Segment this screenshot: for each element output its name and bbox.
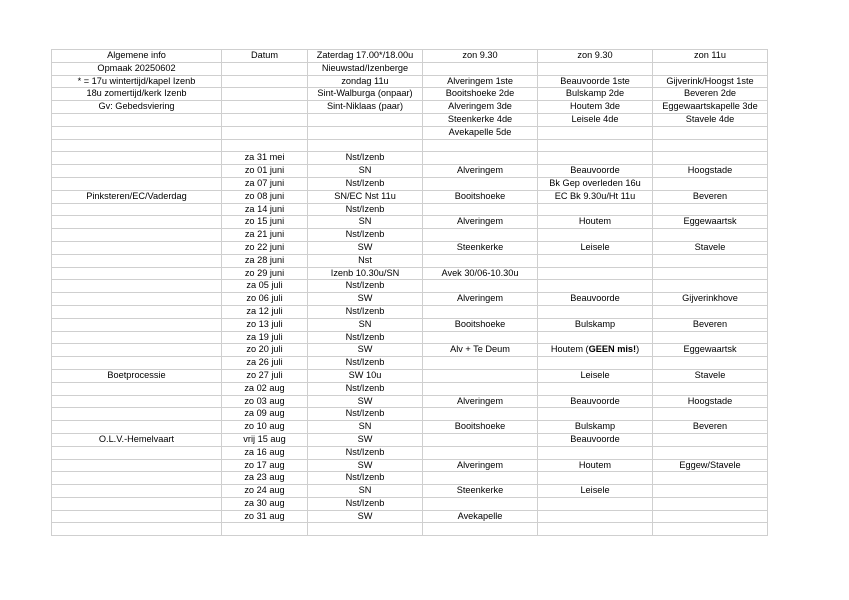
cell-sun-930-b[interactable]: EC Bk 9.30u/Ht 11u bbox=[538, 190, 653, 203]
schedule-row bbox=[52, 331, 768, 344]
schedule-row bbox=[52, 408, 768, 421]
cell-saturday[interactable]: Sint-Niklaas (paar) bbox=[308, 101, 423, 114]
info-row bbox=[52, 139, 768, 152]
cell-date[interactable]: zo 08 juni bbox=[222, 190, 308, 203]
cell-sun-930-a[interactable]: Steenkerke 4de bbox=[423, 113, 538, 126]
schedule-row bbox=[52, 357, 768, 370]
cell-sun-930-b[interactable]: Beauvoorde bbox=[538, 165, 653, 178]
cell-sun-930-a[interactable]: zon 9.30 bbox=[423, 50, 538, 63]
cell-sun-930-a[interactable]: Alveringem bbox=[423, 293, 538, 306]
schedule-row bbox=[52, 216, 768, 229]
cell-sun-930-b[interactable] bbox=[538, 523, 653, 536]
cell-sun-930-a[interactable]: Alveringem bbox=[423, 216, 538, 229]
cell-saturday[interactable]: Nst/Izenb bbox=[308, 203, 423, 216]
cell-saturday[interactable]: SW bbox=[308, 433, 423, 446]
cell-date[interactable] bbox=[222, 75, 308, 88]
cell-info[interactable]: Boetprocessie bbox=[52, 369, 222, 382]
cell-info[interactable] bbox=[52, 126, 222, 139]
cell-sun-930-a[interactable]: Alveringem 1ste bbox=[423, 75, 538, 88]
cell-sun-930-a[interactable] bbox=[423, 280, 538, 293]
schedule-row bbox=[52, 485, 768, 498]
cell-info[interactable] bbox=[52, 408, 222, 421]
cell-sun-930-b[interactable]: Houtem 3de bbox=[538, 101, 653, 114]
cell-info[interactable]: Algemene info bbox=[52, 50, 222, 63]
cell-info[interactable] bbox=[52, 421, 222, 434]
cell-sun-930-b[interactable]: Houtem bbox=[538, 459, 653, 472]
cell-date[interactable] bbox=[222, 62, 308, 75]
cell-saturday[interactable] bbox=[308, 113, 423, 126]
cell-date[interactable]: Datum bbox=[222, 50, 308, 63]
schedule-row bbox=[52, 344, 768, 357]
cell-sun-11[interactable] bbox=[653, 331, 768, 344]
cell-info[interactable] bbox=[52, 241, 222, 254]
cell-sun-930-b[interactable] bbox=[538, 280, 653, 293]
schedule-row bbox=[52, 152, 768, 165]
cell-sun-930-a[interactable] bbox=[423, 523, 538, 536]
schedule-row bbox=[52, 241, 768, 254]
cell-saturday[interactable]: SW 10u bbox=[308, 369, 423, 382]
cell-saturday[interactable]: SW bbox=[308, 293, 423, 306]
schedule-row bbox=[52, 395, 768, 408]
cell-sun-930-b[interactable]: Bk Gep overleden 16u bbox=[538, 177, 653, 190]
cell-date[interactable]: zo 10 aug bbox=[222, 421, 308, 434]
cell-saturday[interactable]: SW bbox=[308, 241, 423, 254]
cell-saturday[interactable]: Nst/Izenb bbox=[308, 331, 423, 344]
schedule-row bbox=[52, 433, 768, 446]
cell-sun-930-b[interactable] bbox=[538, 139, 653, 152]
cell-sun-11[interactable]: Hoogstade bbox=[653, 395, 768, 408]
schedule-row bbox=[52, 472, 768, 485]
cell-info[interactable] bbox=[52, 382, 222, 395]
cell-sun-11[interactable]: Beveren bbox=[653, 421, 768, 434]
cell-saturday[interactable] bbox=[308, 126, 423, 139]
cell-sun-930-b[interactable]: Leisele bbox=[538, 241, 653, 254]
cell-info[interactable] bbox=[52, 152, 222, 165]
cell-info[interactable] bbox=[52, 203, 222, 216]
cell-date[interactable]: zo 15 juni bbox=[222, 216, 308, 229]
cell-sun-11[interactable] bbox=[653, 267, 768, 280]
info-row bbox=[52, 88, 768, 101]
cell-sun-11[interactable]: Beveren bbox=[653, 190, 768, 203]
cell-info[interactable] bbox=[52, 305, 222, 318]
cell-sun-930-b[interactable] bbox=[538, 305, 653, 318]
cell-sun-11[interactable]: Gijverink/Hoogst 1ste bbox=[653, 75, 768, 88]
schedule-row bbox=[52, 318, 768, 331]
cell-sun-930-b[interactable]: Leisele 4de bbox=[538, 113, 653, 126]
cell-sun-930-b[interactable]: zon 9.30 bbox=[538, 50, 653, 63]
schedule-row bbox=[52, 280, 768, 293]
cell-sun-930-a[interactable]: Booitshoeke bbox=[423, 190, 538, 203]
info-row bbox=[52, 113, 768, 126]
cell-sun-11[interactable]: Beveren bbox=[653, 318, 768, 331]
cell-sun-11[interactable]: Eggewaartsk bbox=[653, 344, 768, 357]
cell-sun-11[interactable] bbox=[653, 152, 768, 165]
cell-date[interactable]: vrij 15 aug bbox=[222, 433, 308, 446]
cell-info[interactable]: * = 17u wintertijd/kapel Izenb bbox=[52, 75, 222, 88]
info-row bbox=[52, 75, 768, 88]
cell-sun-11[interactable]: Eggewaartsk bbox=[653, 216, 768, 229]
cell-info[interactable]: Gv: Gebedsviering bbox=[52, 101, 222, 114]
cell-sun-930-a[interactable] bbox=[423, 177, 538, 190]
cell-date[interactable]: za 14 juni bbox=[222, 203, 308, 216]
cell-saturday[interactable]: Izenb 10.30u/SN bbox=[308, 267, 423, 280]
schedule-row bbox=[52, 229, 768, 242]
cell-sun-930-a[interactable]: Avekapelle bbox=[423, 510, 538, 523]
cell-sun-11[interactable] bbox=[653, 357, 768, 370]
cell-sun-930-a[interactable] bbox=[423, 152, 538, 165]
cell-date[interactable] bbox=[222, 126, 308, 139]
cell-date[interactable]: za 07 juni bbox=[222, 177, 308, 190]
cell-saturday[interactable]: Nst bbox=[308, 254, 423, 267]
cell-sun-930-b[interactable]: Bulskamp bbox=[538, 421, 653, 434]
cell-info[interactable] bbox=[52, 523, 222, 536]
note-suffix: ) bbox=[636, 344, 640, 355]
cell-sun-930-a[interactable]: Steenkerke bbox=[423, 485, 538, 498]
cell-info[interactable] bbox=[52, 229, 222, 242]
cell-sun-11[interactable] bbox=[653, 497, 768, 510]
schedule-row bbox=[52, 369, 768, 382]
cell-saturday[interactable]: SW bbox=[308, 344, 423, 357]
cell-sun-930-b[interactable] bbox=[538, 331, 653, 344]
cell-saturday[interactable]: Nst/Izenb bbox=[308, 497, 423, 510]
cell-sun-930-b[interactable]: Leisele bbox=[538, 485, 653, 498]
cell-date[interactable]: zo 01 juni bbox=[222, 165, 308, 178]
cell-date[interactable]: za 23 aug bbox=[222, 472, 308, 485]
cell-date[interactable]: zo 13 juli bbox=[222, 318, 308, 331]
cell-info[interactable]: Pinksteren/EC/Vaderdag bbox=[52, 190, 222, 203]
cell-sun-930-b[interactable] bbox=[538, 357, 653, 370]
cell-date[interactable]: zo 20 juli bbox=[222, 344, 308, 357]
cell-saturday[interactable]: SN/EC Nst 11u bbox=[308, 190, 423, 203]
cell-date[interactable]: za 21 juni bbox=[222, 229, 308, 242]
cell-saturday[interactable]: Nst/Izenb bbox=[308, 229, 423, 242]
cell-date[interactable]: za 09 aug bbox=[222, 408, 308, 421]
cell-saturday[interactable]: SN bbox=[308, 318, 423, 331]
schedule-row bbox=[52, 190, 768, 203]
cell-sun-11[interactable]: Eggew/Stavele bbox=[653, 459, 768, 472]
note-prefix: Houtem ( bbox=[550, 344, 589, 355]
cell-date[interactable]: zo 27 juli bbox=[222, 369, 308, 382]
cell-sun-930-b[interactable] bbox=[538, 267, 653, 280]
cell-date[interactable]: za 19 juli bbox=[222, 331, 308, 344]
cell-date[interactable] bbox=[222, 139, 308, 152]
cell-info[interactable] bbox=[52, 459, 222, 472]
cell-saturday[interactable]: Nst/Izenb bbox=[308, 305, 423, 318]
cell-sun-11[interactable] bbox=[653, 408, 768, 421]
cell-sun-11[interactable] bbox=[653, 126, 768, 139]
cell-sun-930-b[interactable] bbox=[538, 126, 653, 139]
spreadsheet bbox=[51, 49, 767, 536]
cell-sun-930-b[interactable] bbox=[538, 229, 653, 242]
note-bold: GEEN mis! bbox=[588, 344, 637, 355]
cell-sun-11[interactable]: Stavele bbox=[653, 241, 768, 254]
cell-date[interactable]: za 05 juli bbox=[222, 280, 308, 293]
schedule-row bbox=[52, 305, 768, 318]
info-row bbox=[52, 126, 768, 139]
cell-saturday[interactable]: Sint-Walburga (onpaar) bbox=[308, 88, 423, 101]
cell-sun-930-b[interactable]: Beauvoorde bbox=[538, 433, 653, 446]
cell-sun-11[interactable] bbox=[653, 229, 768, 242]
cell-sun-930-a[interactable] bbox=[423, 369, 538, 382]
cell-sun-930-b[interactable] bbox=[538, 497, 653, 510]
cell-sun-11[interactable]: Hoogstade bbox=[653, 165, 768, 178]
cell-info[interactable] bbox=[52, 331, 222, 344]
cell-sun-930-a[interactable] bbox=[423, 254, 538, 267]
cell-info[interactable]: O.L.V.-Hemelvaart bbox=[52, 433, 222, 446]
schedule-row bbox=[52, 523, 768, 536]
cell-sun-11[interactable]: Beveren 2de bbox=[653, 88, 768, 101]
cell-sun-11[interactable] bbox=[653, 305, 768, 318]
cell-date[interactable]: zo 29 juni bbox=[222, 267, 308, 280]
cell-sun-11[interactable] bbox=[653, 446, 768, 459]
cell-sun-11[interactable] bbox=[653, 485, 768, 498]
cell-info[interactable] bbox=[52, 139, 222, 152]
schedule-row bbox=[52, 254, 768, 267]
cell-saturday[interactable]: Nst/Izenb bbox=[308, 280, 423, 293]
schedule-row bbox=[52, 177, 768, 190]
schedule-row bbox=[52, 267, 768, 280]
cell-sun-930-a[interactable]: Alveringem bbox=[423, 165, 538, 178]
cell-date[interactable]: zo 22 juni bbox=[222, 241, 308, 254]
cell-sun-930-a[interactable]: Avekapelle 5de bbox=[423, 126, 538, 139]
cell-sun-930-a[interactable]: Alveringem 3de bbox=[423, 101, 538, 114]
cell-sun-930-a[interactable]: Steenkerke bbox=[423, 241, 538, 254]
cell-saturday[interactable] bbox=[308, 523, 423, 536]
cell-sun-11[interactable] bbox=[653, 280, 768, 293]
schedule-row bbox=[52, 165, 768, 178]
cell-info[interactable] bbox=[52, 113, 222, 126]
cell-sun-930-b[interactable] bbox=[538, 510, 653, 523]
cell-saturday[interactable]: SN bbox=[308, 216, 423, 229]
cell-sun-930-a[interactable]: Alveringem bbox=[423, 459, 538, 472]
cell-info[interactable]: Opmaak 20250602 bbox=[52, 62, 222, 75]
cell-date[interactable]: za 02 aug bbox=[222, 382, 308, 395]
cell-saturday[interactable]: Nst/Izenb bbox=[308, 357, 423, 370]
cell-sun-930-b[interactable]: Beauvoorde bbox=[538, 293, 653, 306]
cell-sun-930-b[interactable] bbox=[538, 382, 653, 395]
cell-sun-930-b[interactable] bbox=[538, 446, 653, 459]
cell-sun-930-b[interactable]: Houtem bbox=[538, 216, 653, 229]
header-row bbox=[52, 50, 768, 63]
cell-sun-930-b[interactable] bbox=[538, 203, 653, 216]
cell-sun-930-b[interactable]: Bulskamp 2de bbox=[538, 88, 653, 101]
cell-sun-11[interactable] bbox=[653, 62, 768, 75]
cell-sun-930-a[interactable]: Booitshoeke bbox=[423, 421, 538, 434]
cell-sun-930-b[interactable] bbox=[538, 344, 653, 357]
cell-sun-930-a[interactable] bbox=[423, 446, 538, 459]
cell-info[interactable] bbox=[52, 318, 222, 331]
cell-sun-930-a[interactable] bbox=[423, 382, 538, 395]
cell-info[interactable] bbox=[52, 293, 222, 306]
cell-sun-930-a[interactable] bbox=[423, 433, 538, 446]
cell-info[interactable] bbox=[52, 446, 222, 459]
cell-sun-11[interactable] bbox=[653, 510, 768, 523]
cell-sun-930-b[interactable]: Bulskamp bbox=[538, 318, 653, 331]
schedule-row bbox=[52, 421, 768, 434]
cell-info[interactable] bbox=[52, 395, 222, 408]
cell-info[interactable]: 18u zomertijd/kerk Izenb bbox=[52, 88, 222, 101]
cell-sun-11[interactable] bbox=[653, 139, 768, 152]
info-row bbox=[52, 62, 768, 75]
cell-date[interactable]: zo 17 aug bbox=[222, 459, 308, 472]
cell-sun-930-a[interactable]: Alv + Te Deum bbox=[423, 344, 538, 357]
cell-sun-11[interactable] bbox=[653, 472, 768, 485]
mass-schedule-table bbox=[51, 49, 768, 536]
schedule-row bbox=[52, 203, 768, 216]
cell-saturday[interactable]: Nst/Izenb bbox=[308, 472, 423, 485]
cell-saturday[interactable]: SN bbox=[308, 485, 423, 498]
cell-sun-930-a[interactable] bbox=[423, 408, 538, 421]
cell-sun-11[interactable] bbox=[653, 254, 768, 267]
cell-date[interactable]: zo 24 aug bbox=[222, 485, 308, 498]
cell-sun-930-b[interactable] bbox=[538, 408, 653, 421]
cell-saturday[interactable] bbox=[308, 139, 423, 152]
cell-saturday[interactable]: Zaterdag 17.00*/18.00u bbox=[308, 50, 423, 63]
cell-sun-11[interactable] bbox=[653, 433, 768, 446]
cell-sun-930-a[interactable] bbox=[423, 497, 538, 510]
cell-saturday[interactable]: SN bbox=[308, 165, 423, 178]
cell-info[interactable] bbox=[52, 267, 222, 280]
cell-sun-930-b[interactable] bbox=[538, 152, 653, 165]
cell-info[interactable] bbox=[52, 280, 222, 293]
cell-sun-930-b[interactable]: Beauvoorde 1ste bbox=[538, 75, 653, 88]
cell-saturday[interactable]: Nst/Izenb bbox=[308, 446, 423, 459]
info-row bbox=[52, 101, 768, 114]
schedule-row bbox=[52, 293, 768, 306]
cell-date[interactable]: za 30 aug bbox=[222, 497, 308, 510]
cell-date[interactable]: za 28 juni bbox=[222, 254, 308, 267]
cell-sun-11[interactable]: zon 11u bbox=[653, 50, 768, 63]
cell-info[interactable] bbox=[52, 177, 222, 190]
cell-sun-930-a[interactable] bbox=[423, 62, 538, 75]
cell-saturday[interactable]: Nst/Izenb bbox=[308, 408, 423, 421]
cell-sun-930-a[interactable] bbox=[423, 203, 538, 216]
cell-sun-930-a[interactable] bbox=[423, 472, 538, 485]
cell-info[interactable] bbox=[52, 485, 222, 498]
cell-saturday[interactable]: Nst/Izenb bbox=[308, 152, 423, 165]
cell-info[interactable] bbox=[52, 472, 222, 485]
cell-date[interactable] bbox=[222, 88, 308, 101]
cell-saturday[interactable]: zondag 11u bbox=[308, 75, 423, 88]
cell-sun-930-b[interactable] bbox=[538, 254, 653, 267]
cell-sun-930-a[interactable]: Alveringem bbox=[423, 395, 538, 408]
cell-date[interactable]: za 16 aug bbox=[222, 446, 308, 459]
cell-saturday[interactable]: SN bbox=[308, 421, 423, 434]
cell-saturday[interactable]: SW bbox=[308, 510, 423, 523]
cell-sun-930-a[interactable] bbox=[423, 139, 538, 152]
schedule-row bbox=[52, 497, 768, 510]
cell-sun-11[interactable]: Eggewaartskapelle 3de bbox=[653, 101, 768, 114]
cell-sun-930-b[interactable]: Leisele bbox=[538, 369, 653, 382]
cell-date[interactable]: zo 03 aug bbox=[222, 395, 308, 408]
cell-date[interactable]: za 26 juli bbox=[222, 357, 308, 370]
schedule-row bbox=[52, 382, 768, 395]
cell-info[interactable] bbox=[52, 216, 222, 229]
cell-info[interactable] bbox=[52, 254, 222, 267]
cell-sun-11[interactable] bbox=[653, 382, 768, 395]
cell-info[interactable] bbox=[52, 165, 222, 178]
cell-info[interactable] bbox=[52, 497, 222, 510]
cell-date[interactable]: zo 06 juli bbox=[222, 293, 308, 306]
cell-sun-11[interactable]: Stavele bbox=[653, 369, 768, 382]
schedule-row bbox=[52, 510, 768, 523]
cell-sun-930-a[interactable] bbox=[423, 357, 538, 370]
cell-info[interactable] bbox=[52, 357, 222, 370]
cell-sun-11[interactable]: Stavele 4de bbox=[653, 113, 768, 126]
cell-saturday[interactable]: Nst/Izenb bbox=[308, 177, 423, 190]
cell-sun-930-b[interactable]: Beauvoorde bbox=[538, 395, 653, 408]
cell-sun-930-a[interactable]: Booitshoeke 2de bbox=[423, 88, 538, 101]
cell-date[interactable] bbox=[222, 113, 308, 126]
cell-saturday[interactable]: SW bbox=[308, 459, 423, 472]
cell-saturday[interactable]: Nst/Izenb bbox=[308, 382, 423, 395]
cell-info[interactable] bbox=[52, 344, 222, 357]
cell-sun-930-a[interactable] bbox=[423, 305, 538, 318]
cell-sun-11[interactable] bbox=[653, 177, 768, 190]
schedule-row bbox=[52, 446, 768, 459]
cell-sun-930-a[interactable] bbox=[423, 229, 538, 242]
cell-sun-11[interactable]: Gijverinkhove bbox=[653, 293, 768, 306]
cell-date[interactable]: zo 31 aug bbox=[222, 510, 308, 523]
cell-date[interactable] bbox=[222, 101, 308, 114]
cell-date[interactable] bbox=[222, 523, 308, 536]
cell-sun-11[interactable] bbox=[653, 523, 768, 536]
cell-sun-11[interactable] bbox=[653, 203, 768, 216]
cell-date[interactable]: za 12 juli bbox=[222, 305, 308, 318]
cell-sun-930-a[interactable] bbox=[423, 331, 538, 344]
cell-info[interactable] bbox=[52, 510, 222, 523]
cell-sun-930-a[interactable]: Avek 30/06-10.30u bbox=[423, 267, 538, 280]
cell-date[interactable]: za 31 mei bbox=[222, 152, 308, 165]
cell-sun-930-a[interactable]: Booitshoeke bbox=[423, 318, 538, 331]
cell-saturday[interactable]: Nieuwstad/Izenberge bbox=[308, 62, 423, 75]
cell-sun-930-b[interactable] bbox=[538, 62, 653, 75]
cell-sun-930-b[interactable] bbox=[538, 472, 653, 485]
cell-saturday[interactable]: SW bbox=[308, 395, 423, 408]
schedule-row bbox=[52, 459, 768, 472]
